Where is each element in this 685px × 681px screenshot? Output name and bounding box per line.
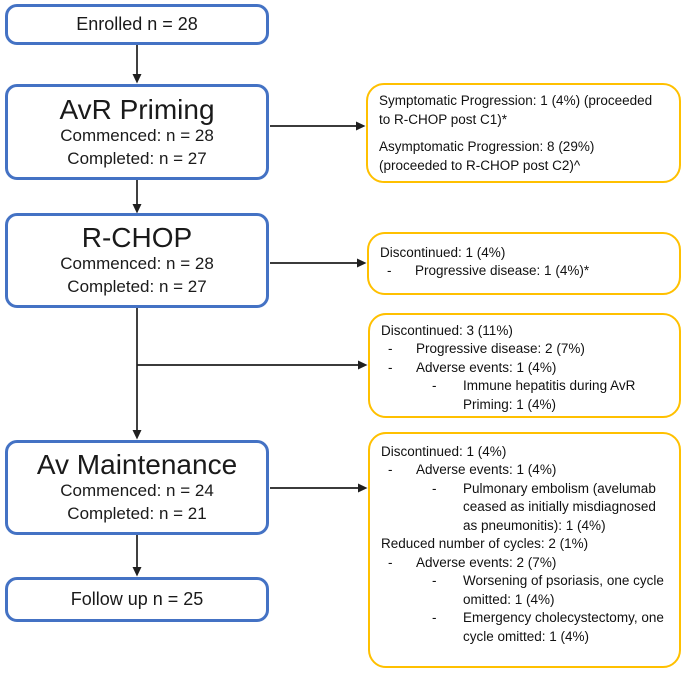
stage-box-follow-up bbox=[5, 577, 269, 622]
avr-priming-commenced: Commenced: n = 28 bbox=[60, 125, 214, 145]
follow-up-label: Follow up n = 25 bbox=[70, 589, 204, 609]
stage-box-av-maintenance bbox=[5, 440, 269, 535]
rchop-completed: Completed: n = 27 bbox=[67, 277, 207, 297]
note-box-av-maintenance bbox=[368, 432, 681, 668]
note-line: - Worsening of psoriasis, one cycle omitted: 1 (4%) bbox=[432, 573, 664, 607]
note-line: Discontinued: 3 (11%) bbox=[381, 323, 513, 338]
note-line: - Progressive disease: 2 (7%) bbox=[388, 341, 585, 357]
note-box-interim bbox=[368, 313, 681, 418]
enrolled-label: Enrolled n = 28 bbox=[76, 14, 198, 34]
note-line: - Pulmonary embolism (avelumab ceased as initially misdiagnosed as pneumonitis): 1 (4%) bbox=[432, 480, 656, 533]
avr-priming-title: AvR Priming bbox=[59, 93, 215, 125]
avr-priming-completed: Completed: n = 27 bbox=[67, 148, 207, 168]
stage-box-rchop bbox=[5, 213, 269, 308]
note-line: - Adverse events: 1 (4%) bbox=[388, 462, 557, 478]
av-maintenance-commenced: Commenced: n = 24 bbox=[60, 481, 214, 501]
stage-box-enrolled bbox=[5, 4, 269, 45]
note-line: - Adverse events: 2 (7%) bbox=[388, 554, 557, 570]
note-box-rchop bbox=[367, 232, 681, 295]
stage-box-avr-priming bbox=[5, 84, 269, 180]
note-line: Discontinued: 1 (4%) bbox=[380, 245, 506, 260]
note-line: Discontinued: 1 (4%) bbox=[381, 444, 507, 459]
note-line: Reduced number of cycles: 2 (1%) bbox=[381, 536, 589, 552]
note-line: - Progressive disease: 1 (4%)* bbox=[387, 263, 590, 279]
note-line: - Emergency cholecystectomy, one cycle omitted: 1 (4%) bbox=[432, 610, 664, 644]
note-paragraph: Symptomatic Progression: 1 (4%) (proceeded to R-CHOP post C1)* bbox=[379, 93, 653, 127]
av-maintenance-completed: Completed: n = 21 bbox=[67, 504, 207, 524]
note-line: - Immune hepatitis during AvR Priming: 1 (4%) bbox=[432, 378, 636, 412]
rchop-title: R-CHOP bbox=[81, 222, 193, 254]
rchop-commenced: Commenced: n = 28 bbox=[60, 254, 214, 274]
note-paragraph: Asymptomatic Progression: 8 (29%) (proceeded to R-CHOP post C2)^ bbox=[379, 138, 595, 173]
note-line: - Adverse events: 1 (4%) bbox=[388, 359, 557, 375]
note-box-avr-priming bbox=[366, 83, 681, 183]
av-maintenance-title: Av Maintenance bbox=[36, 449, 238, 481]
